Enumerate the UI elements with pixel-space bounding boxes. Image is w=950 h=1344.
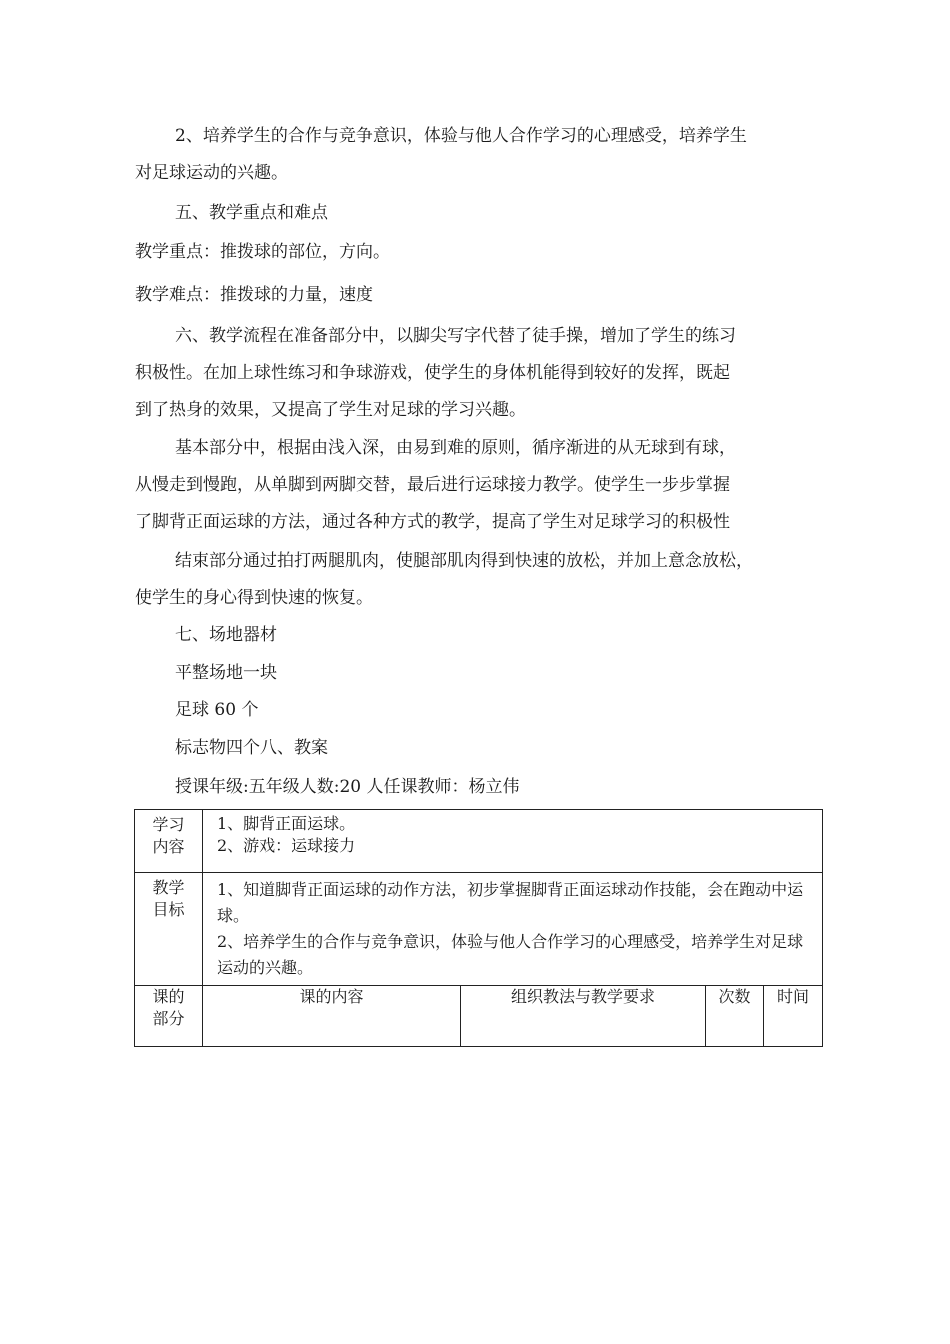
- table-row: [135, 810, 823, 873]
- paragraph-end-line2: 使学生的身心得到快速的恢复。: [135, 588, 373, 608]
- header-lesson-content: 课的内容: [203, 986, 461, 1047]
- teaching-focus: 教学重点：推拨球的部位，方向。: [135, 242, 390, 262]
- header-time: 时间: [764, 986, 823, 1047]
- section-heading-5: 五、教学重点和难点: [175, 203, 328, 223]
- paragraph-process-line2: 积极性。在加上球性练习和争球游戏，使学生的身体机能得到较好的发挥，既起: [135, 363, 730, 383]
- table-row: [135, 873, 823, 986]
- equipment-balls: 足球 60 个: [175, 700, 259, 720]
- paragraph-end-line1: 结束部分通过拍打两腿肌肉，使腿部肌肉得到快速的放松，并加上意念放松，: [175, 551, 753, 571]
- teaching-difficulty: 教学难点：推拨球的力量，速度: [135, 285, 373, 305]
- list-item: 1、脚背正面运球。: [217, 814, 356, 833]
- paragraph-process-line1: 六、教学流程在准备部分中，以脚尖写字代替了徒手操，增加了学生的练习: [175, 326, 736, 346]
- equipment-markers: 标志物四个八、教案: [175, 738, 328, 758]
- header-line: 部分: [152, 1009, 185, 1028]
- lesson-plan-table: [134, 809, 823, 1047]
- paragraph-process-line3: 到了热身的效果，又提高了学生对足球的学习兴趣。: [135, 400, 526, 420]
- list-item: 1、知道脚背正面运球的动作方法，初步掌握脚背正面运球动作技能，会在跑动中运球。: [217, 880, 804, 925]
- equipment-field: 平整场地一块: [175, 663, 277, 683]
- label-learning-content: [135, 810, 203, 873]
- label-line: 目标: [152, 900, 185, 919]
- label-line: 学习: [152, 815, 185, 834]
- section-heading-7: 七、场地器材: [175, 625, 277, 645]
- list-item: 2、培养学生的合作与竞争意识，体验与他人合作学习的心理感受，培养学生对足球运动的兴趣。: [217, 932, 804, 977]
- paragraph-basic-line1: 基本部分中，根据由浅入深，由易到难的原则，循序渐进的从无球到有球，: [175, 438, 736, 458]
- paragraph-basic-line3: 了脚背正面运球的方法，通过各种方式的教学，提高了学生对足球学习的积极性: [135, 512, 730, 532]
- header-line: 课的: [152, 987, 185, 1006]
- class-info: 授课年级:五年级人数:20 人任课教师：杨立伟: [175, 777, 520, 797]
- table-header-row: [135, 986, 823, 1047]
- header-count: 次数: [706, 986, 764, 1047]
- label-line: 内容: [152, 837, 185, 856]
- teaching-goal-cell: [203, 873, 823, 986]
- label-line: 教学: [152, 878, 185, 897]
- label-teaching-goal: [135, 873, 203, 986]
- list-item: 2、游戏：运球接力: [217, 836, 356, 855]
- header-lesson-part: [135, 986, 203, 1047]
- paragraph-goal-2-line2: 对足球运动的兴趣。: [135, 163, 288, 183]
- paragraph-basic-line2: 从慢走到慢跑，从单脚到两脚交替，最后进行运球接力教学。使学生一步步掌握: [135, 475, 730, 495]
- learning-content-cell: [203, 810, 823, 873]
- paragraph-goal-2-line1: 2、培养学生的合作与竞争意识，体验与他人合作学习的心理感受，培养学生: [175, 126, 747, 146]
- header-teaching-method: 组织教法与教学要求: [461, 986, 706, 1047]
